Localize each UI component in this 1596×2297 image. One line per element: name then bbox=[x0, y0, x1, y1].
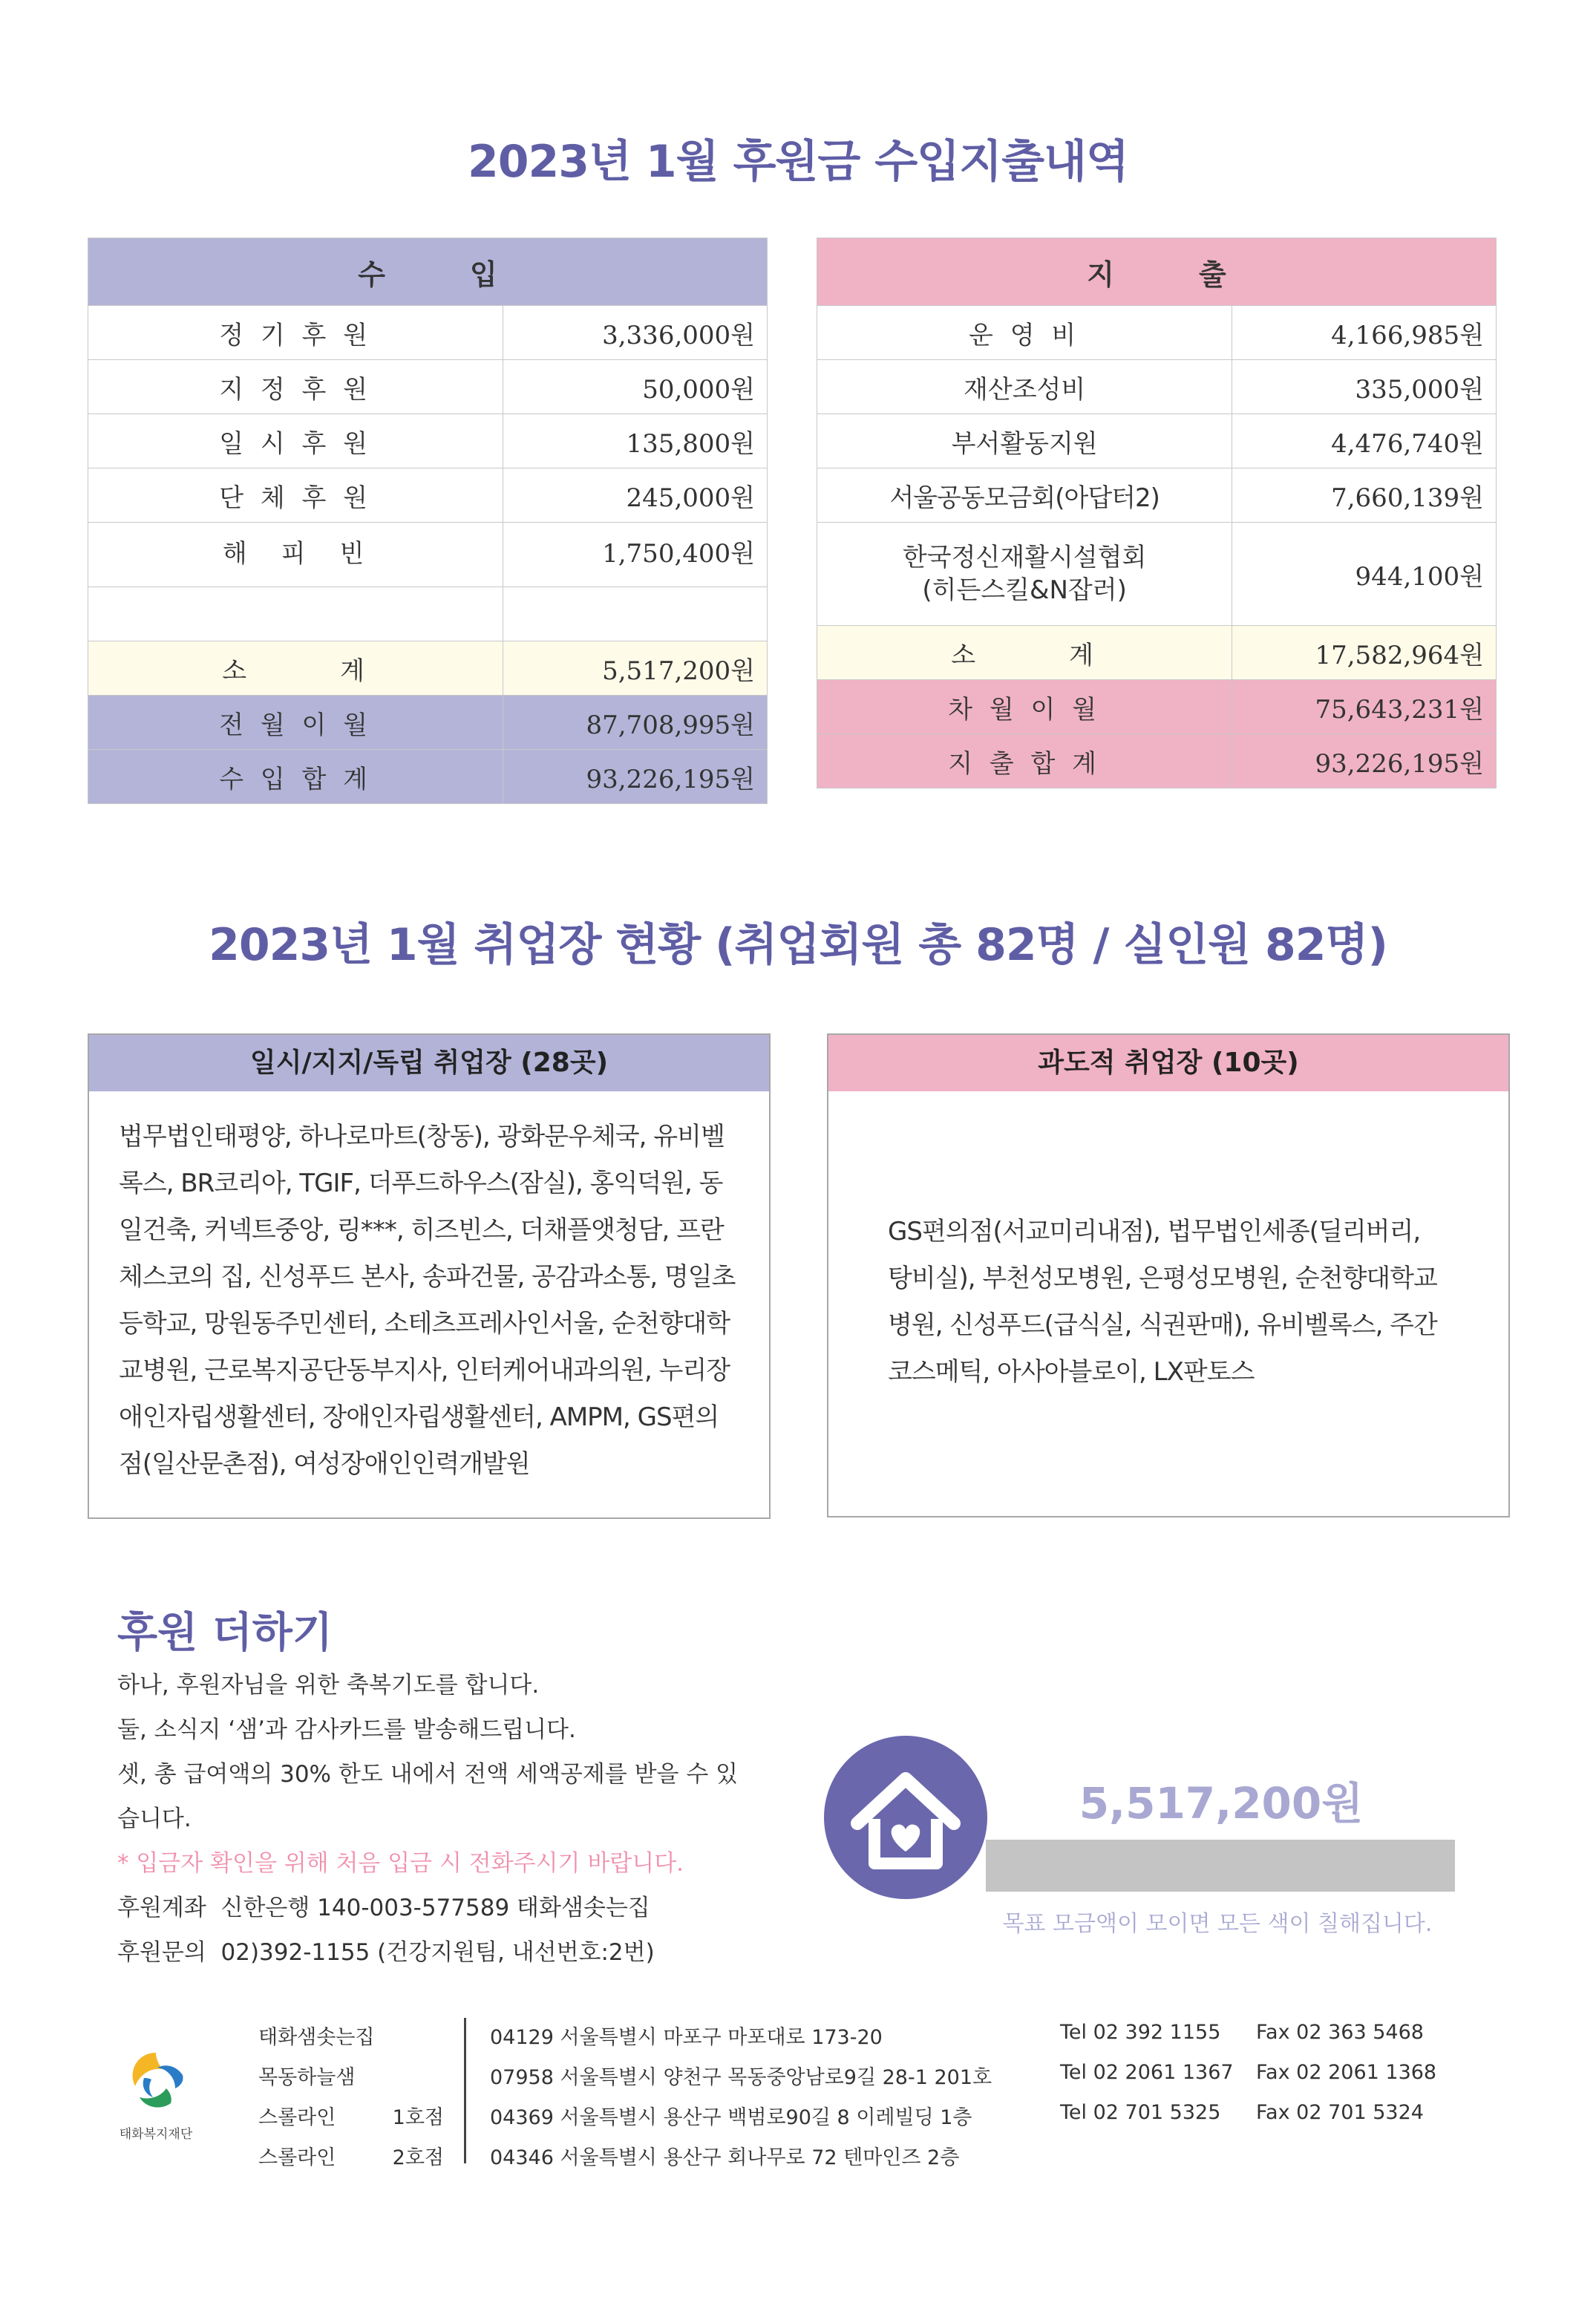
branch-tel: Tel 02 2061 1367 bbox=[1060, 2061, 1234, 2084]
branch-tel: Tel 02 701 5325 bbox=[1060, 2101, 1221, 2124]
employment-right-header: 과도적 취업장 (10곳) bbox=[828, 1035, 1508, 1091]
donation-notice: * 입금자 확인을 위해 처음 입금 시 전화주시기 바랍니다. bbox=[117, 1850, 684, 1877]
branch-name: 목동하늘샘 bbox=[258, 2066, 356, 2089]
donation-inquiry: 후원문의 02)392-1155 (건강지원팀, 내선번호:2번) bbox=[117, 1939, 655, 1966]
employment-left-body: 법무법인태평양, 하나로마트(창동), 광화문우체국, 유비벨록스, BR코리아, TGIF, 더푸드하우스(잠실), 홍익덕원, 동일건축, 커넥트중앙, 링***, 히즈빈스, 더채플앳청담, 프란체스코의 집, 신성푸드 본사, 송파건물, 공감과소통, 명일초등학교, 망원동주민센터, 소테츠프레사인서울, 순천향대학교병원, 근로복지공단동부지사, 인터케어내과의원, 누리장애인자립생활센터, 장애인자립생활센터, AMPM, GS편의점(일산문촌점), 여성장애인인력개발원 bbox=[119, 1122, 736, 1479]
income-subtotal-row: 소 계 5,517,200원 bbox=[88, 641, 768, 696]
income-header: 수 입 bbox=[88, 238, 768, 306]
branch-address: 04129 서울특별시 마포구 마포대로 173-20 bbox=[490, 2026, 883, 2049]
foundation-logo bbox=[119, 2045, 193, 2120]
branch-fax: Fax 02 701 5324 bbox=[1256, 2101, 1424, 2124]
expense-total-row: 지 출 합 계 93,226,195원 bbox=[817, 734, 1497, 788]
table-row: 정 기 후 원 3,336,000원 bbox=[88, 306, 768, 360]
income-total-row: 수 입 합 계 93,226,195원 bbox=[88, 750, 768, 804]
branch-fax: Fax 02 363 5468 bbox=[1256, 2021, 1424, 2044]
branch-tel: Tel 02 392 1155 bbox=[1060, 2021, 1221, 2044]
income-table bbox=[88, 238, 768, 804]
table-row: 지 정 후 원 50,000원 bbox=[88, 360, 768, 414]
branch-address: 07958 서울특별시 양천구 목동중앙남로9길 28-1 201호 bbox=[490, 2066, 992, 2089]
employment-right-box bbox=[827, 1033, 1510, 1517]
donation-goal-note: 목표 모금액이 모이면 모든 색이 칠해집니다. bbox=[1002, 1911, 1433, 1937]
branch-address: 04369 서울특별시 용산구 백범로90길 8 이레빌딩 1층 bbox=[490, 2106, 972, 2129]
branch-name: 스롤라인 1호점 bbox=[258, 2106, 444, 2129]
branch-fax: Fax 02 2061 1368 bbox=[1256, 2061, 1437, 2084]
branch-name: 스롤라인 2호점 bbox=[258, 2146, 444, 2169]
home-heart-icon bbox=[824, 1736, 987, 1899]
donation-title: 후원 더하기 bbox=[117, 1609, 333, 1657]
expense-table bbox=[817, 238, 1497, 788]
table-row: 단 체 후 원 245,000원 bbox=[88, 468, 768, 523]
foundation-logo-text: 태화복지재단 bbox=[119, 2127, 193, 2142]
table-row: 운 영 비 4,166,985원 bbox=[817, 306, 1497, 360]
donation-line: 하나, 후원자님을 위한 축복기도를 합니다. bbox=[117, 1672, 540, 1699]
finance-title: 2023년 1월 후원금 수입지출내역 bbox=[468, 136, 1128, 188]
income-carryover-row: 전 월 이 월 87,708,995원 bbox=[88, 696, 768, 750]
branch-address: 04346 서울특별시 용산구 회나무로 72 텐마인즈 2층 bbox=[490, 2146, 960, 2169]
table-row: 한국정신재활시설협회 (히든스킬&N잡러) 944,100원 bbox=[817, 523, 1497, 626]
donation-amount: 5,517,200원 bbox=[1079, 1778, 1364, 1829]
donation-line: 셋, 총 급여액의 30% 한도 내에서 전액 세액공제를 받을 수 있습니다. bbox=[117, 1761, 739, 1832]
expense-subtotal-row: 소 계 17,582,964원 bbox=[817, 626, 1497, 680]
donation-progress-bar bbox=[986, 1840, 1455, 1892]
donation-text bbox=[117, 1663, 756, 1975]
footer-divider bbox=[464, 2018, 466, 2163]
employment-right-body: GS편의점(서교미리내점), 법무법인세종(딜리버리, 탕비실), 부천성모병원, 은평성모병원, 순천향대학교병원, 신성푸드(급식실, 식권판매), 유비벨록스, 주간코스메틱, 아사아블로이, LX판토스 bbox=[888, 1217, 1437, 1387]
employment-left-box bbox=[88, 1033, 771, 1519]
table-row-empty bbox=[88, 587, 768, 641]
table-row: 부서활동지원 4,476,740원 bbox=[817, 414, 1497, 468]
employment-left-header: 일시/지지/독립 취업장 (28곳) bbox=[89, 1035, 769, 1091]
table-row: 일 시 후 원 135,800원 bbox=[88, 414, 768, 468]
table-row: 해 피 빈 1,750,400원 bbox=[88, 523, 768, 587]
employment-title: 2023년 1월 취업장 현황 (취업회원 총 82명 / 실인원 82명) bbox=[209, 919, 1387, 971]
branch-name: 태화샘솟는집 bbox=[258, 2026, 375, 2049]
table-row: 재산조성비 335,000원 bbox=[817, 360, 1497, 414]
donation-line: 둘, 소식지 ‘샘’과 감사카드를 발송해드립니다. bbox=[117, 1716, 576, 1743]
donation-account: 후원계좌 신한은행 140-003-577589 태화샘솟는집 bbox=[117, 1895, 650, 1921]
table-row: 서울공동모금회(아답터2) 7,660,139원 bbox=[817, 468, 1497, 523]
expense-carryover-row: 차 월 이 월 75,643,231원 bbox=[817, 680, 1497, 734]
expense-header: 지 출 bbox=[817, 238, 1497, 306]
